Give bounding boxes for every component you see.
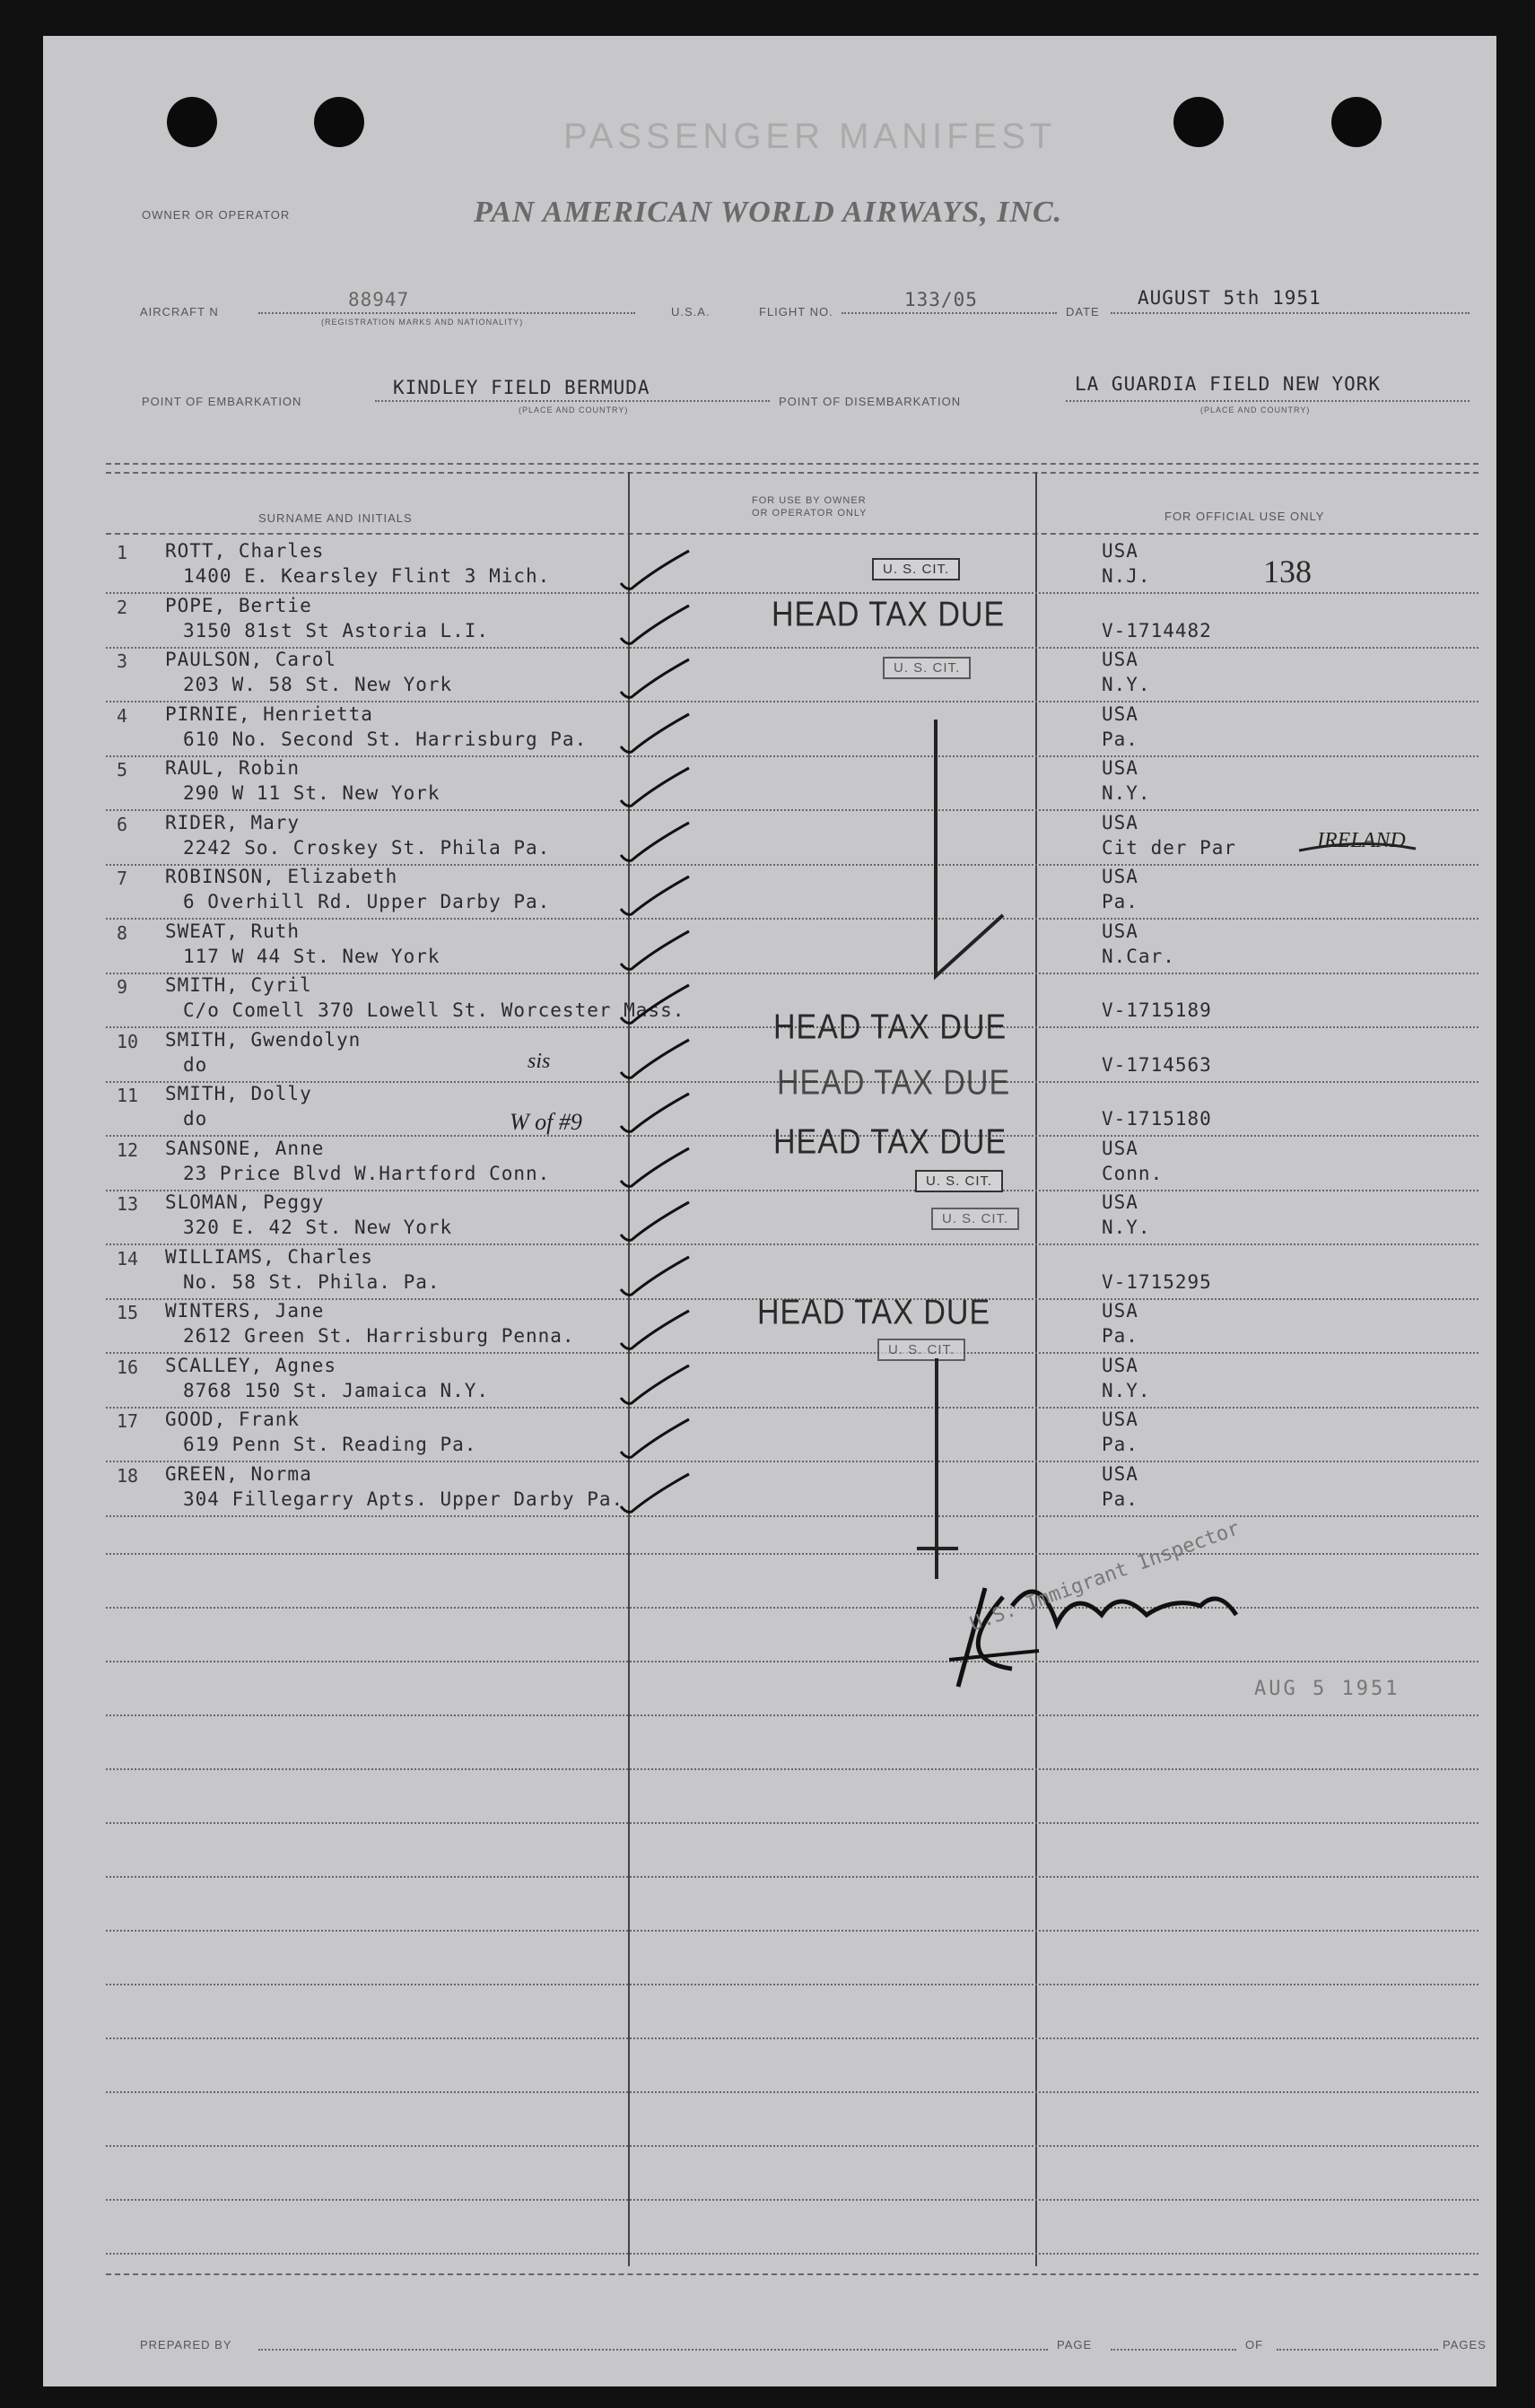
official-line-1: USA: [1102, 1300, 1138, 1322]
date-stamp: AUG 5 1951: [1254, 1678, 1400, 1700]
passenger-address: No. 58 St. Phila. Pa.: [183, 1270, 440, 1293]
head-tax-stamp-4: HEAD TAX DUE: [773, 1122, 1007, 1162]
us-cit-stamp-5: U. S. CIT.: [877, 1339, 965, 1361]
row-number: 17: [117, 1410, 139, 1432]
disembark-place: LA GUARDIA FIELD NEW YORK: [1075, 373, 1382, 395]
passenger-name: PIRNIE, Henrietta: [165, 702, 373, 725]
official-line-2: N.Y.: [1102, 782, 1151, 804]
passenger-address: do: [183, 1108, 208, 1130]
disembark-place-note: (PLACE AND COUNTRY): [1200, 406, 1311, 414]
us-cit-stamp-3: U. S. CIT.: [915, 1170, 1003, 1192]
official-line-1: USA: [1102, 1354, 1138, 1376]
official-line-1: USA: [1102, 1137, 1138, 1159]
row-number: 12: [117, 1139, 139, 1161]
row-number: 1: [117, 542, 128, 563]
official-line-2: N.J.: [1102, 565, 1151, 587]
passenger-address: do: [183, 1053, 208, 1076]
passenger-address: 290 W 11 St. New York: [183, 782, 440, 804]
passenger-address: 320 E. 42 St. New York: [183, 1217, 453, 1238]
owner-name: PAN AMERICAN WORLD AIRWAYS, INC.: [474, 196, 1063, 229]
passenger-address: 304 Fillegarry Apts. Upper Darby Pa.: [183, 1488, 624, 1510]
row-number: 11: [117, 1085, 139, 1106]
inspector-stamp: U.S. Immigrant Inspector: [967, 1517, 1243, 1636]
passenger-address: 3150 81st St Astoria L.I.: [183, 619, 490, 641]
row-number: 16: [117, 1356, 139, 1378]
passenger-name: POPE, Bertie: [165, 594, 312, 616]
flight-number: 133/05: [904, 289, 978, 310]
bracket-marks: [43, 36, 1496, 2386]
official-line-1: USA: [1102, 540, 1138, 562]
official-line-1: USA: [1102, 866, 1138, 887]
passenger-name: SMITH, Dolly: [165, 1083, 312, 1104]
official-line-1: USA: [1102, 920, 1138, 942]
official-line-1: USA: [1102, 702, 1138, 725]
passenger-name: WINTERS, Jane: [165, 1300, 325, 1322]
passenger-name: RAUL, Robin: [165, 757, 301, 779]
head-tax-stamp-5: HEAD TAX DUE: [757, 1293, 991, 1332]
passenger-name: RIDER, Mary: [165, 811, 301, 833]
official-line-2: V-1714563: [1102, 1053, 1212, 1076]
official-line-1: USA: [1102, 649, 1138, 670]
passenger-name: SMITH, Gwendolyn: [165, 1028, 362, 1051]
official-line-1: USA: [1102, 1462, 1138, 1485]
embark-place: KINDLEY FIELD BERMUDA: [393, 377, 650, 398]
official-line-1: USA: [1102, 757, 1138, 779]
passenger-address: 619 Penn St. Reading Pa.: [183, 1434, 477, 1455]
row-number: 7: [117, 868, 128, 889]
passenger-name: SMITH, Cyril: [165, 974, 312, 996]
usa-label: U.S.A.: [671, 305, 711, 318]
row-number: 9: [117, 976, 128, 998]
official-line-2: N.Y.: [1102, 1379, 1151, 1401]
row-number: 5: [117, 759, 128, 781]
passenger-name: SCALLEY, Agnes: [165, 1354, 337, 1376]
row-number: 10: [117, 1030, 139, 1052]
row-number: 15: [117, 1302, 139, 1323]
official-line-2: V-1714482: [1102, 619, 1212, 641]
row-number: 2: [117, 596, 128, 618]
passenger-address: 2242 So. Croskey St. Phila Pa.: [183, 836, 551, 859]
manifest-title: PASSENGER MANIFEST: [563, 117, 1057, 156]
row-number: 3: [117, 650, 128, 672]
passenger-address: 117 W 44 St. New York: [183, 945, 440, 967]
passenger-address: 1400 E. Kearsley Flint 3 Mich.: [183, 565, 551, 587]
registration-note: (REGISTRATION MARKS AND NATIONALITY): [321, 318, 524, 327]
passenger-address: 610 No. Second St. Harrisburg Pa.: [183, 728, 588, 750]
row-number: 8: [117, 921, 128, 944]
page-label: PAGE: [1057, 2338, 1093, 2351]
passenger-address: 23 Price Blvd W.Hartford Conn.: [183, 1162, 551, 1184]
row-number: 18: [117, 1464, 139, 1487]
page-count: 138: [1263, 554, 1312, 589]
passenger-name: ROTT, Charles: [165, 540, 325, 562]
official-line-2: Pa.: [1102, 1488, 1138, 1510]
passenger-name: GREEN, Norma: [165, 1462, 312, 1485]
row-number: 13: [117, 1193, 139, 1215]
owner-label: OWNER OR OPERATOR: [142, 208, 291, 222]
row-number: 6: [117, 813, 128, 835]
flight-date: AUGUST 5th 1951: [1138, 287, 1321, 309]
official-line-2: Cit der Par: [1102, 836, 1237, 859]
official-line-1: USA: [1102, 1191, 1138, 1213]
official-line-2: Conn.: [1102, 1162, 1164, 1184]
prepared-by-label: PREPARED BY: [140, 2338, 232, 2351]
manifest-sheet: [43, 36, 1496, 2386]
sis-note: sis: [528, 1050, 551, 1073]
aircraft-label: AIRCRAFT N: [140, 305, 219, 318]
us-cit-stamp-1: U. S. CIT.: [872, 558, 960, 580]
passenger-address: C/o Comell 370 Lowell St. Worcester Mass.: [183, 999, 685, 1021]
official-line-1: USA: [1102, 811, 1138, 833]
ireland-note: IRELAND: [1317, 829, 1406, 852]
passenger-address: 6 Overhill Rd. Upper Darby Pa.: [183, 891, 551, 912]
of-label: OF: [1245, 2338, 1264, 2351]
disembark-label: POINT OF DISEMBARKATION: [779, 395, 962, 408]
column-owner-1: FOR USE BY OWNER: [752, 495, 867, 506]
passenger-name: PAULSON, Carol: [165, 649, 337, 670]
passenger-name: SLOMAN, Peggy: [165, 1191, 325, 1213]
official-line-2: Pa.: [1102, 1434, 1138, 1455]
us-cit-stamp-4: U. S. CIT.: [931, 1208, 1019, 1230]
official-line-2: N.Car.: [1102, 945, 1175, 967]
passenger-address: 203 W. 58 St. New York: [183, 674, 453, 695]
embark-label: POINT OF EMBARKATION: [142, 395, 302, 408]
official-line-1: USA: [1102, 1409, 1138, 1430]
wife-of-9-note: W of #9: [510, 1109, 582, 1135]
passenger-address: 8768 150 St. Jamaica N.Y.: [183, 1379, 490, 1401]
column-surname: SURNAME AND INITIALS: [258, 511, 413, 525]
row-number: 14: [117, 1247, 139, 1269]
passenger-name: SWEAT, Ruth: [165, 920, 301, 942]
passenger-name: GOOD, Frank: [165, 1409, 301, 1430]
official-line-2: Pa.: [1102, 1325, 1138, 1347]
date-label: DATE: [1066, 305, 1100, 318]
passenger-name: ROBINSON, Elizabeth: [165, 866, 398, 887]
pages-label: PAGES: [1443, 2338, 1487, 2351]
official-line-2: Pa.: [1102, 728, 1138, 750]
official-line-2: Pa.: [1102, 891, 1138, 912]
us-cit-stamp-2: U. S. CIT.: [883, 657, 971, 679]
aircraft-number: 88947: [348, 289, 410, 310]
head-tax-stamp-1: HEAD TAX DUE: [772, 595, 1006, 634]
official-line-2: V-1715189: [1102, 999, 1212, 1021]
official-line-2: N.Y.: [1102, 674, 1151, 695]
head-tax-stamp-3: HEAD TAX DUE: [777, 1063, 1011, 1103]
embark-place-note: (PLACE AND COUNTRY): [519, 406, 629, 414]
head-tax-stamp-2: HEAD TAX DUE: [773, 1008, 1007, 1047]
column-official: FOR OFFICIAL USE ONLY: [1164, 510, 1325, 523]
row-number: 4: [117, 704, 128, 727]
passenger-name: SANSONE, Anne: [165, 1137, 325, 1159]
flight-label: FLIGHT NO.: [759, 305, 833, 318]
official-line-2: N.Y.: [1102, 1217, 1151, 1238]
passenger-address: 2612 Green St. Harrisburg Penna.: [183, 1325, 575, 1347]
official-line-2: V-1715295: [1102, 1270, 1212, 1293]
official-line-2: V-1715180: [1102, 1108, 1212, 1130]
column-owner-2: OR OPERATOR ONLY: [752, 508, 868, 519]
passenger-name: WILLIAMS, Charles: [165, 1245, 373, 1268]
